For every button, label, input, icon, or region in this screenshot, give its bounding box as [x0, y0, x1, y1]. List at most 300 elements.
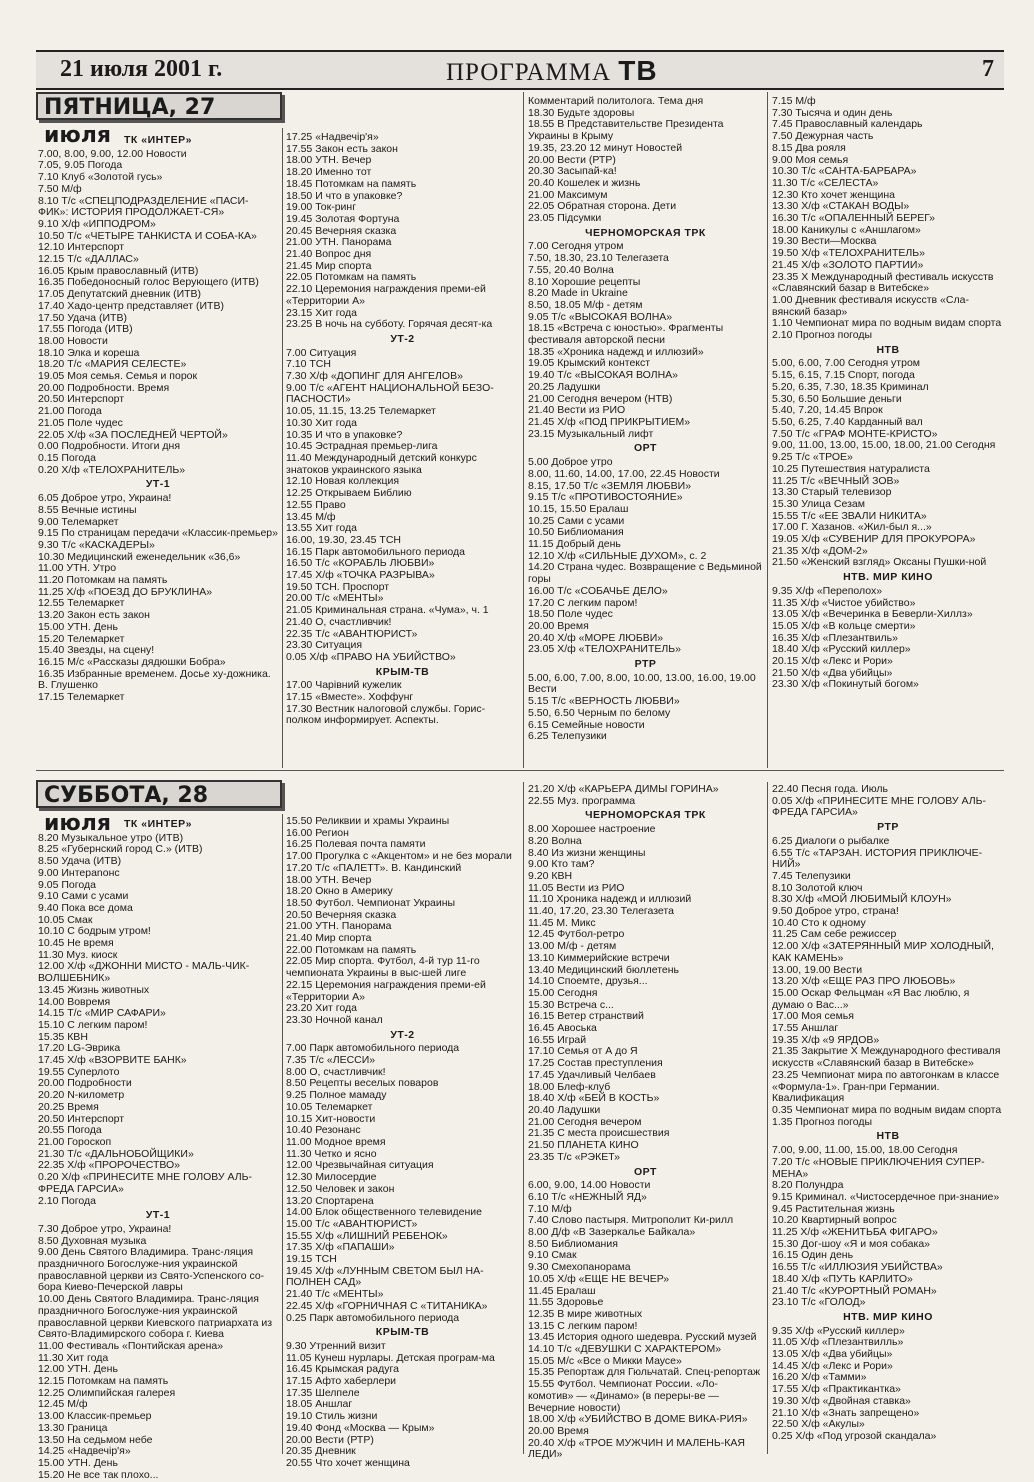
program-listing: 23.25 Чемпионат мира по автогонкам в классе «Формула-1». Гран-при Германии. Квалификация [772, 1068, 1003, 1105]
program-listing: 13.00 Классик-премьер [38, 1410, 152, 1423]
program-listing: 17.50 Удача (ИТВ) [38, 311, 127, 324]
program-listing: 12.50 Человек и закон [286, 1182, 395, 1195]
program-listing: 20.00 Подробности [38, 1077, 132, 1090]
program-listing: 7.00, 8.00, 9.00, 12.00 Новости [38, 147, 187, 160]
program-listing: 22.45 Х/ф «ГОРНИЧНАЯ С «ТИТАНИКА» [286, 1299, 488, 1312]
program-listing: 12.00 Чрезвычайная ситуация [286, 1159, 434, 1172]
program-listing: 23.35 Т/с «РЭКЕТ» [528, 1150, 620, 1163]
program-listing: 8.10 Золотой ключ [772, 881, 863, 894]
program-listing: 19.50 ТСН. Проспорт [286, 580, 390, 593]
channel-heading: ОРТ [634, 442, 657, 455]
program-listing: 5.50, 6.25, 7.40 Карданный вал [772, 415, 923, 428]
program-listing: 9.10 Сами с усами [38, 890, 129, 903]
program-listing: 13.30 Х/ф «СТАКАН ВОДЫ» [772, 200, 910, 213]
program-listing: 21.45 Х/ф «ПОД ПРИКРЫТИЕМ» [528, 415, 691, 428]
channel-heading: НТВ [876, 343, 900, 356]
program-listing: 10.20 Квартирный вопрос [772, 1214, 897, 1227]
program-listing: 13.05 Х/ф «Два убийцы» [772, 1348, 893, 1361]
program-listing: 15.55 Футбол. Чемпионат России. «Ло-комотив» — «Динамо» (в переры-ве — Вечерние новости) [528, 1378, 722, 1414]
section-title-text: ПРОГРАММА [446, 59, 619, 86]
program-listing: 15.00 Т/с «АВАНТЮРИСТ» [286, 1217, 418, 1230]
program-listing: 12.55 Телемаркет [38, 597, 125, 610]
program-listing: 11.30 Четко и ясно [286, 1147, 377, 1160]
program-listing: 10.35 И что в упаковке? [286, 428, 403, 441]
program-listing: 9.30 Утренний визит [286, 1339, 386, 1352]
program-listing: 0.35 Чемпионат мира по водным видам спорта [772, 1103, 1002, 1116]
channel-heading: НТВ [876, 1130, 900, 1143]
program-listing: 17.00 Моя семья [772, 1010, 854, 1023]
channel-section [772, 822, 1004, 1128]
program-listing: 23.35 X Международный фестиваль искусств «Славянский базар в Витебске» [772, 270, 997, 295]
program-listing: 11.45 Ералаш [528, 1284, 596, 1297]
program-listing: 16.00 Регион [286, 826, 349, 839]
program-listing: 15.20 Не все так плохо... [38, 1468, 159, 1481]
program-listing: 17.10 Семья от А до Я [528, 1045, 638, 1058]
program-listing: 5.15, 6.15, 7.15 Спорт, погода [772, 369, 915, 382]
program-listing: 16.25 Полевая почта памяти [286, 838, 426, 851]
program-listing: 7.45 Телепузики [772, 869, 851, 882]
program-listing: 6.05 Доброе утро, Украина! [38, 492, 172, 505]
program-listing: 7.10 М/ф [528, 1202, 572, 1215]
program-listing: 11.25 Х/ф «ПОЕЗД ДО БРУКЛИНА» [38, 585, 213, 598]
program-listing: 19.15 ТСН [286, 1253, 337, 1266]
program-listing: 21.40 Вопрос дня [286, 248, 372, 261]
program-listing: 19.10 Стиль жизни [286, 1410, 378, 1423]
program-listing: 7.35 Т/с «ЛЕССИ» [286, 1054, 376, 1067]
channel-heading: ТК «ИНТЕР» [124, 134, 192, 146]
program-listing: 9.15 Т/с «ПРОТИВОСТОЯНИЕ» [528, 491, 683, 504]
channel-heading: ЧЕРНОМОРСКАЯ ТРК [585, 809, 706, 822]
program-listing: 5.00, 6.00, 7.00, 8.00, 10.00, 13.00, 16.00, 19.00 Вести [528, 671, 759, 696]
channel-section [528, 659, 763, 743]
program-listing: 17.15 Телемаркет [38, 691, 125, 704]
program-listing: 18.55 В Представительстве Президента Украины в Крыму [528, 118, 727, 143]
program-listing: 16.05 Крым православный (ИТВ) [38, 264, 199, 277]
program-listing: 17.15 «Вместе». Хоффунг [286, 691, 414, 704]
program-listing: 10.50 Библиомания [528, 526, 624, 539]
program-listing: 19.05 Крымский контекст [528, 357, 651, 370]
program-listing: 14.10 Т/с «ДЕВУШКИ С ХАРАКТЕРОМ» [528, 1343, 722, 1356]
program-listing: 8.20 Полундра [772, 1179, 844, 1192]
program-listing: 12.25 Открываем Библию [286, 487, 412, 500]
program-listing: 9.00, 11.00, 13.00, 15.00, 18.00, 21.00 Сегодня [772, 439, 996, 452]
program-listing: 19.00 Ток-ринг [286, 201, 357, 214]
program-listing: 10.50 Т/с «ЧЕТЫРЕ ТАНКИСТА И СОБА-КА» [38, 229, 257, 242]
program-listing: 9.00 Телемаркет [38, 515, 119, 528]
program-listing: 5.00 Доброе утро [528, 456, 613, 469]
program-listing: 22.55 Муз. программа [528, 794, 636, 807]
program-listing: 7.45 Православный календарь [772, 118, 923, 131]
program-listing: 8.50 Рецепты веселых поваров [286, 1077, 439, 1090]
program-listing: 10.25 Путешествия натуралиста [772, 462, 930, 475]
program-listing: 12.10 Интерспорт [38, 241, 125, 254]
program-listing: 18.00 УТН. Вечер [286, 873, 372, 886]
program-listing: 13.45 М/ф [286, 510, 336, 523]
program-listing: 7.20 Т/с «НОВЫЕ ПРИКЛЮЧЕНИЯ СУПЕР-МЕНА» [772, 1155, 985, 1180]
program-listing: 22.05 Х/ф «ЗА ПОСЛЕДНЕЙ ЧЕРТОЙ» [38, 428, 228, 441]
program-listing: 21.00 Погода [38, 405, 102, 418]
program-listing: 8.00, 11.60, 14.00, 17.00, 22.45 Новости [528, 467, 720, 480]
channel-heading: УТ-1 [145, 1209, 171, 1222]
program-listing: 9.25 Т/с «ТРОЕ» [772, 451, 853, 464]
program-listing: 18.40 Х/ф «ПУТЬ КАРЛИТО» [772, 1272, 913, 1285]
channel-section [772, 96, 1004, 342]
program-listing: 17.20 LG-Эврика [38, 1042, 121, 1055]
program-listing: 18.05 Аншлаг [286, 1398, 353, 1411]
program-listing: 13.45 История одного шедевра. Русский музей [528, 1331, 757, 1344]
program-listing: 15.10 С легким паром! [38, 1018, 148, 1031]
program-listing: 18.30 Будьте здоровы [528, 106, 635, 119]
program-listing: 15.55 Х/ф «ЛИШНИЙ РЕБЕНОК» [286, 1229, 448, 1242]
program-listing: 15.50 Реликвии и храмы Украины [286, 815, 450, 827]
program-listing: 17.55 Закон есть закон [286, 142, 398, 155]
program-listing: 17.25 «Надвечір'я» [286, 131, 379, 143]
program-listing: 21.05 Криминальная страна. «Чума», ч. 1 [286, 604, 489, 617]
program-listing: 22.40 Песня года. Июль [772, 783, 889, 795]
program-listing: 18.40 Х/ф «Русский киллер» [772, 643, 911, 656]
channel-heading: ОРТ [634, 1165, 657, 1178]
program-listing: 20.50 Вечерняя сказка [286, 908, 397, 921]
program-listing: 8.00 Д/ф «В Зазеркалье Байкала» [528, 1226, 696, 1239]
program-listing: 16.00 Т/с «СОБАЧЬЕ ДЕЛО» [528, 584, 668, 597]
program-listing: 23.30 Ситуация [286, 639, 363, 652]
day-heading-friday: ПЯТНИЦА, 27 июля [36, 92, 282, 120]
friday-column-3 [528, 96, 763, 764]
program-listing: 9.10 Смак [528, 1249, 577, 1262]
program-listing: 16.35 Избранные временем. Досье ху-дожника. В. Глушенко [38, 667, 274, 692]
program-listing: 7.00 Парк автомобильного периода [286, 1042, 460, 1055]
program-listing: 18.20 Окно в Америку [286, 885, 393, 898]
program-listing: 7.30 Тысяча и один день [772, 106, 893, 119]
program-listing: 12.10 Новая коллекция [286, 475, 400, 488]
program-listing: 20.55 Погода [38, 1124, 102, 1137]
program-listing: 12.30 Милосердие [286, 1171, 377, 1184]
program-listing: 21.00 Максимум [528, 188, 608, 201]
program-listing: 18.50 И что в упаковке? [286, 189, 403, 202]
program-listing: 17.55 Х/ф «Практикантка» [772, 1383, 901, 1396]
program-listing: 22.10 Церемония награждения преми-ей «Территории А» [286, 283, 489, 307]
channel-section [528, 443, 763, 656]
program-listing: 7.50, 18.30, 23.10 Телегазета [528, 252, 669, 265]
program-listing: 19.05 Х/ф «СУВЕНИР ДЛЯ ПРОКУРОРА» [772, 533, 976, 546]
channel-section [528, 1167, 763, 1462]
saturday-column-2 [286, 815, 519, 1469]
channel-section [38, 1210, 278, 1481]
program-listing: 12.35 В мире животных [528, 1307, 643, 1320]
program-listing: 20.40 Кошелек и жизнь [528, 176, 641, 189]
program-listing: 12.10 Х/ф «СИЛЬНЫЕ ДУХОМ», с. 2 [528, 549, 707, 562]
channel-section [38, 819, 278, 1207]
program-listing: 6.25 Диалоги о рыбалке [772, 834, 890, 847]
program-listing: 21.00 Сегодня вечером [528, 1115, 642, 1128]
channel-heading: НТВ. МИР КИНО [843, 571, 933, 584]
program-listing: 17.55 Погода (ИТВ) [38, 323, 133, 336]
program-listing: 12.00 Х/ф «ЗАТЕРЯННЫЙ МИР ХОЛОДНЫЙ, КАК КАМЕНЬ» [772, 940, 997, 964]
program-listing: 16.55 Играй [528, 1033, 587, 1046]
channel-section [286, 334, 519, 664]
column-divider [282, 128, 283, 768]
program-listing: 0.25 Парк автомобильного периода [286, 1311, 460, 1324]
program-listing: 11.25 Х/ф «ЖЕНИТЬБА ФИГАРО» [772, 1226, 938, 1239]
program-listing: 17.55 Аншлаг [772, 1022, 839, 1035]
day-divider [36, 770, 1004, 771]
channel-section [772, 784, 1004, 819]
program-listing: 15.30 Встреча с... [528, 998, 614, 1011]
program-listing: 13.50 На седьмом небе [38, 1433, 153, 1446]
program-listing: 11.05 Кунеш нурлары. Детская програм-ма [286, 1351, 495, 1364]
program-listing: 8.20 Made in Ukraine [528, 287, 628, 300]
program-listing: 7.40 Слово пастыря. Митрополит Ки-рилл [528, 1214, 734, 1227]
program-listing: 13.45 Жизнь животных [38, 983, 150, 996]
program-listing: 16.20 Х/ф «Тамми» [772, 1371, 867, 1384]
program-listing: 10.05 Смак [38, 913, 93, 926]
program-listing: 8.30 Х/ф «МОЙ ЛЮБИМЫЙ КЛОУН» [772, 893, 952, 906]
program-listing: 20.50 Интерспорт [38, 1112, 125, 1125]
program-listing: 16.45 Крымская радуга [286, 1363, 399, 1376]
program-listing: 10.05, 11.15, 13.25 Телемаркет [286, 405, 436, 418]
program-listing: 21.35 Х/ф «ДОМ-2» [772, 544, 868, 557]
program-listing: 16.15 Ветер странствий [528, 1010, 644, 1023]
program-listing: 18.50 Поле чудес [528, 608, 613, 621]
program-listing: 18.40 Х/ф «БЕЙ В КОСТЬ» [528, 1092, 660, 1105]
program-listing: 7.50 М/ф [38, 182, 82, 195]
program-listing: 21.40 О, счастливчик! [286, 615, 392, 628]
program-listing: 8.50 Библиомания [528, 1237, 618, 1250]
program-listing: 17.20 Т/с «ПАЛЕТТ». В. Кандинский [286, 861, 462, 874]
program-listing: 20.00 Время [528, 619, 589, 632]
program-listing: 5.50, 6.50 Черным по белому [528, 706, 671, 719]
saturday-column-3 [528, 783, 763, 1461]
program-listing: 14.00 Вовремя [38, 995, 111, 1008]
program-listing: 23.15 Хит года [286, 306, 357, 319]
program-listing: 17.25 Состав преступления [528, 1057, 663, 1070]
program-listing: 21.00 Сегодня вечером (НТВ) [528, 392, 673, 405]
program-listing: 15.00 Сегодня [528, 986, 598, 999]
program-listing: 13.20 Спортарена [286, 1194, 374, 1207]
program-listing: 23.05 Підсумки [528, 212, 602, 225]
program-listing: 17.45 Х/ф «ВЗОРВИТЕ БАНК» [38, 1054, 187, 1067]
program-listing: 21.00 УТН. Панорама [286, 920, 392, 933]
channel-section [528, 784, 763, 807]
channel-heading: КРЫМ-ТВ [375, 665, 430, 678]
program-listing: 21.50 Х/ф «Два убийцы» [772, 666, 893, 679]
program-listing: 14.15 Т/с «МИР САФАРИ» [38, 1007, 166, 1020]
program-listing: 22.35 Т/с «АВАНТЮРИСТ» [286, 627, 418, 640]
program-listing: 22.35 Х/ф «ПРОРОЧЕСТВО» [38, 1159, 181, 1172]
program-listing: 10.10 С бодрым утром! [38, 925, 151, 938]
program-listing: 0.15 Погода [38, 451, 96, 464]
program-listing: 7.10 ТСН [286, 358, 331, 371]
program-listing: 14.10 Споемте, друзья... [528, 975, 648, 988]
column-divider [767, 92, 768, 768]
program-listing: 17.35 Х/ф «ПАПАШИ» [286, 1241, 395, 1254]
program-listing: 20.40 Х/ф «МОРЕ ЛЮБВИ» [528, 631, 664, 644]
program-listing: 17.30 Вестник налоговой службы. Горис-полком информирует. Аспекты. [286, 702, 486, 727]
program-listing: 8.00 О, счастливчик! [286, 1065, 386, 1078]
friday-column-2 [286, 132, 519, 764]
program-listing: 16.00, 19.30, 23.45 ТСН [286, 533, 401, 546]
program-listing: 8.00 Хорошее настроение [528, 823, 656, 836]
column-divider [523, 92, 524, 768]
program-listing: 0.20 Х/ф «ПРИНЕСИТЕ МНЕ ГОЛОВУ АЛЬ-ФРЕДА ГАРСИА» [38, 1171, 253, 1195]
program-listing: 13.20 Х/ф «ЕЩЕ РАЗ ПРО ЛЮБОВЬ» [772, 975, 956, 988]
program-listing: 11.45 М. Микс [528, 916, 596, 929]
program-listing: 5.15 Т/с «ВЕРНОСТЬ ЛЮБВИ» [528, 695, 680, 708]
program-listing: 22.05 Потомкам на память [286, 271, 417, 284]
program-listing: 11.35 Х/ф «Чистое убийство» [772, 596, 916, 609]
program-listing: 9.25 Полное мамаду [286, 1089, 387, 1102]
channel-heading: ЧЕРНОМОРСКАЯ ТРК [585, 226, 706, 239]
program-listing: 9.30 Смехопанорама [528, 1261, 631, 1274]
program-listing: 20.40 Ладушки [528, 1103, 601, 1116]
program-listing: 12.45 М/ф [38, 1398, 88, 1411]
program-listing: 15.00 УТН. День [38, 1456, 118, 1469]
program-listing: 15.20 Телемаркет [38, 632, 125, 645]
program-listing: 17.00 Г. Хазанов. «Жил-был я...» [772, 521, 932, 534]
page-masthead [36, 50, 1004, 90]
program-listing: 12.45 Футбол-ретро [528, 928, 625, 941]
program-listing: 12.25 Олимпийская галерея [38, 1386, 176, 1399]
program-listing: 1.35 Прогноз погоды [772, 1115, 873, 1128]
program-listing: 12.15 Потомкам на память [38, 1375, 169, 1388]
channel-section [528, 228, 763, 441]
program-listing: 16.50 Т/с «КОРАБЛЬ ЛЮБВИ» [286, 557, 435, 570]
program-listing: 21.05 Поле чудес [38, 416, 123, 429]
program-listing: 20.20 N-километр [38, 1089, 125, 1102]
program-listing: 11.25 Т/с «ВЕЧНЫЙ ЗОВ» [772, 474, 900, 487]
program-listing: 14.25 «Надвечір'я» [38, 1445, 131, 1458]
channel-section [286, 132, 519, 331]
program-listing: 13.40 Медицинский бюллетень [528, 963, 680, 976]
channel-heading: КРЫМ-ТВ [375, 1326, 430, 1339]
program-listing: 22.50 Х/ф «Акулы» [772, 1418, 865, 1431]
program-listing: 7.05, 9.05 Погода [38, 159, 123, 172]
channel-section [286, 1327, 519, 1469]
program-listing: 11.00 Фестиваль «Понтийская арена» [38, 1339, 224, 1352]
program-listing: 15.05 М/с «Все о Микки Маусе» [528, 1354, 682, 1367]
program-listing: 12.30 Кто хочет женщина [772, 188, 895, 201]
program-listing: 17.00 Чарівний кужелик [286, 679, 402, 692]
program-listing: 8.40 Из жизни женщины [528, 846, 646, 859]
page-number: 7 [982, 56, 994, 82]
channel-heading: ТК «ИНТЕР» [124, 818, 192, 830]
program-listing: 7.15 М/ф [772, 95, 816, 107]
program-listing: 14.20 Страна чудес. Возвращение с Ведьминой горы [528, 561, 765, 586]
program-listing: 10.45 Эстрадная премьер-лига [286, 440, 438, 453]
program-listing: 8.55 Вечные истины [38, 503, 137, 516]
program-listing: 8.20 Музыкальное утро (ИТВ) [38, 831, 184, 844]
program-listing: 7.10 Клуб «Золотой гусь» [38, 171, 163, 184]
program-listing: 19.30 Х/ф «Двойная ставка» [772, 1394, 911, 1407]
program-listing: 7.50 Т/с «ГРАФ МОНТЕ-КРИСТО» [772, 427, 938, 440]
program-listing: 11.10 Хроника надежд и иллюзий [528, 893, 692, 906]
program-listing: 9.05 Погода [38, 878, 96, 891]
program-listing: 13.10 Киммерийские встречи [528, 951, 670, 964]
program-listing: 10.05 Телемаркет [286, 1100, 373, 1113]
program-listing: 23.30 Ночной канал [286, 1013, 383, 1026]
channel-section [286, 816, 519, 1027]
program-listing: 8.10 Т/с «СПЕЦПОДРАЗДЕЛЕНИЕ «ПАСИ-ФИК»: ИСТОРИЯ ПРОДОЛЖАЕТ-СЯ» [38, 194, 249, 219]
issue-date: 21 июля 2001 г. [60, 56, 223, 82]
channel-section [38, 479, 278, 703]
program-listing: 21.30 Т/с «ДАЛЬНОБОЙЩИКИ» [38, 1147, 194, 1160]
program-listing: 23.30 Х/ф «Покинутый богом» [772, 678, 919, 691]
program-listing: 20.45 Вечерняя сказка [286, 224, 397, 237]
program-listing: 0.00 Подробности. Итоги дня [38, 440, 181, 453]
program-listing: 17.05 Депутатский дневник (ИТВ) [38, 288, 202, 301]
program-listing: 18.50 Футбол. Чемпионат Украины [286, 896, 456, 909]
program-listing: 9.00 День Святого Владимира. Транс-ляция праздничного Богослуже-ния украинской православной церкви из Свято-Успенского со-бора Киево-Печерской лавры [38, 1246, 265, 1294]
program-listing: 17.40 Хадо-центр представляет (ИТВ) [38, 299, 224, 312]
program-listing: 13.30 Граница [38, 1421, 108, 1434]
program-listing: 18.45 Потомкам на память [286, 177, 417, 190]
program-listing: 0.05 Х/ф «ПРАВО НА УБИЙСТВО» [286, 650, 456, 663]
channel-section [772, 1312, 1004, 1443]
column-divider [282, 814, 283, 1454]
program-listing: 6.10 Т/с «НЕЖНЫЙ ЯД» [528, 1190, 647, 1203]
section-title-tv: ТВ [618, 55, 658, 86]
program-listing: 11.40, 17.20, 23.30 Телегазета [528, 905, 674, 918]
channel-section [38, 135, 278, 476]
program-listing: 12.55 Право [286, 498, 346, 511]
program-listing: 11.40 Международный детский конкурс знатоков украинского языка [286, 451, 480, 476]
program-listing: 16.55 Т/с «ИЛЛЮЗИЯ УБИЙСТВА» [772, 1261, 943, 1274]
program-listing: 13.55 Хит года [286, 522, 357, 535]
column-divider [523, 782, 524, 1454]
program-listing: 22.15 Церемония награждения преми-ей «Территории А» [286, 978, 489, 1003]
program-listing: 11.30 Хит года [38, 1351, 109, 1364]
program-listing: 20.15 Х/ф «Лекс и Рори» [772, 655, 893, 668]
program-listing: 19.40 Т/с «ВЫСОКАЯ ВОЛНА» [528, 369, 678, 382]
program-listing: 23.25 В ночь на субботу. Горячая десят-ка [286, 318, 493, 331]
program-listing: 17.35 Шелпеле [286, 1386, 360, 1399]
program-listing: 23.15 Музыкальный лифт [528, 427, 654, 440]
channel-section [772, 1131, 1004, 1309]
program-listing: 13.30 Старый телевизор [772, 486, 892, 499]
program-listing: 9.35 Х/ф «Русский киллер» [772, 1324, 905, 1337]
program-listing: 9.15 Криминал. «Чистосердечное при-знание» [772, 1190, 1000, 1203]
program-listing: 8.15, 17.50 Т/с «ЗЕМЛЯ ЛЮБВИ» [528, 479, 692, 492]
program-listing: 15.00 УТН. День [38, 620, 118, 633]
program-listing: 10.45 Не время [38, 937, 114, 950]
channel-heading: УТ-2 [390, 1028, 415, 1041]
program-listing: 8.10 Хорошие рецепты [528, 275, 641, 288]
program-listing: 11.15 Добрый день [528, 538, 621, 551]
program-listing: 18.35 «Хроника надежд и иллюзий» [528, 345, 704, 358]
program-listing: 21.35 Закрытие X Международного фестиваля искусств «Славянский базар в Витебске» [772, 1045, 1004, 1070]
program-listing: 18.00 Новости [38, 334, 108, 347]
program-listing: 5.30, 6.50 Большие деньги [772, 392, 902, 405]
program-listing: 7.30 Х/ф «ДОПИНГ ДЛЯ АНГЕЛОВ» [286, 370, 463, 383]
program-listing: 21.45 Х/ф «ЗОЛОТО ПАРТИИ» [772, 258, 924, 271]
program-listing: 17.45 Х/ф «ТОЧКА РАЗРЫВА» [286, 569, 435, 582]
program-listing: 8.50 Удача (ИТВ) [38, 855, 122, 868]
program-listing: 7.00 Ситуация [286, 346, 357, 359]
program-listing: 10.40 Сто к одному [772, 916, 866, 929]
program-listing: 21.10 Х/ф «Знать запрещено» [772, 1406, 920, 1419]
program-listing: 18.20 Именно тот [286, 166, 372, 179]
program-listing: 20.00 Подробности. Время [38, 381, 170, 394]
program-listing: 20.30 Засыпай-ка! [528, 165, 617, 178]
program-listing: 9.00 Кто там? [528, 858, 595, 871]
program-listing: 15.05 Х/ф «В кольце смерти» [772, 619, 916, 632]
program-listing: 13.20 Закон есть закон [38, 609, 150, 622]
channel-section [286, 1030, 519, 1325]
program-listing: 19.35 Х/ф «9 ЯРДОВ» [772, 1033, 880, 1046]
section-title [446, 55, 658, 87]
program-listing: 15.35 Репортаж для Гюльчатай. Спец-репортаж [528, 1366, 760, 1379]
program-listing: 20.55 Что хочет женщина [286, 1456, 410, 1469]
